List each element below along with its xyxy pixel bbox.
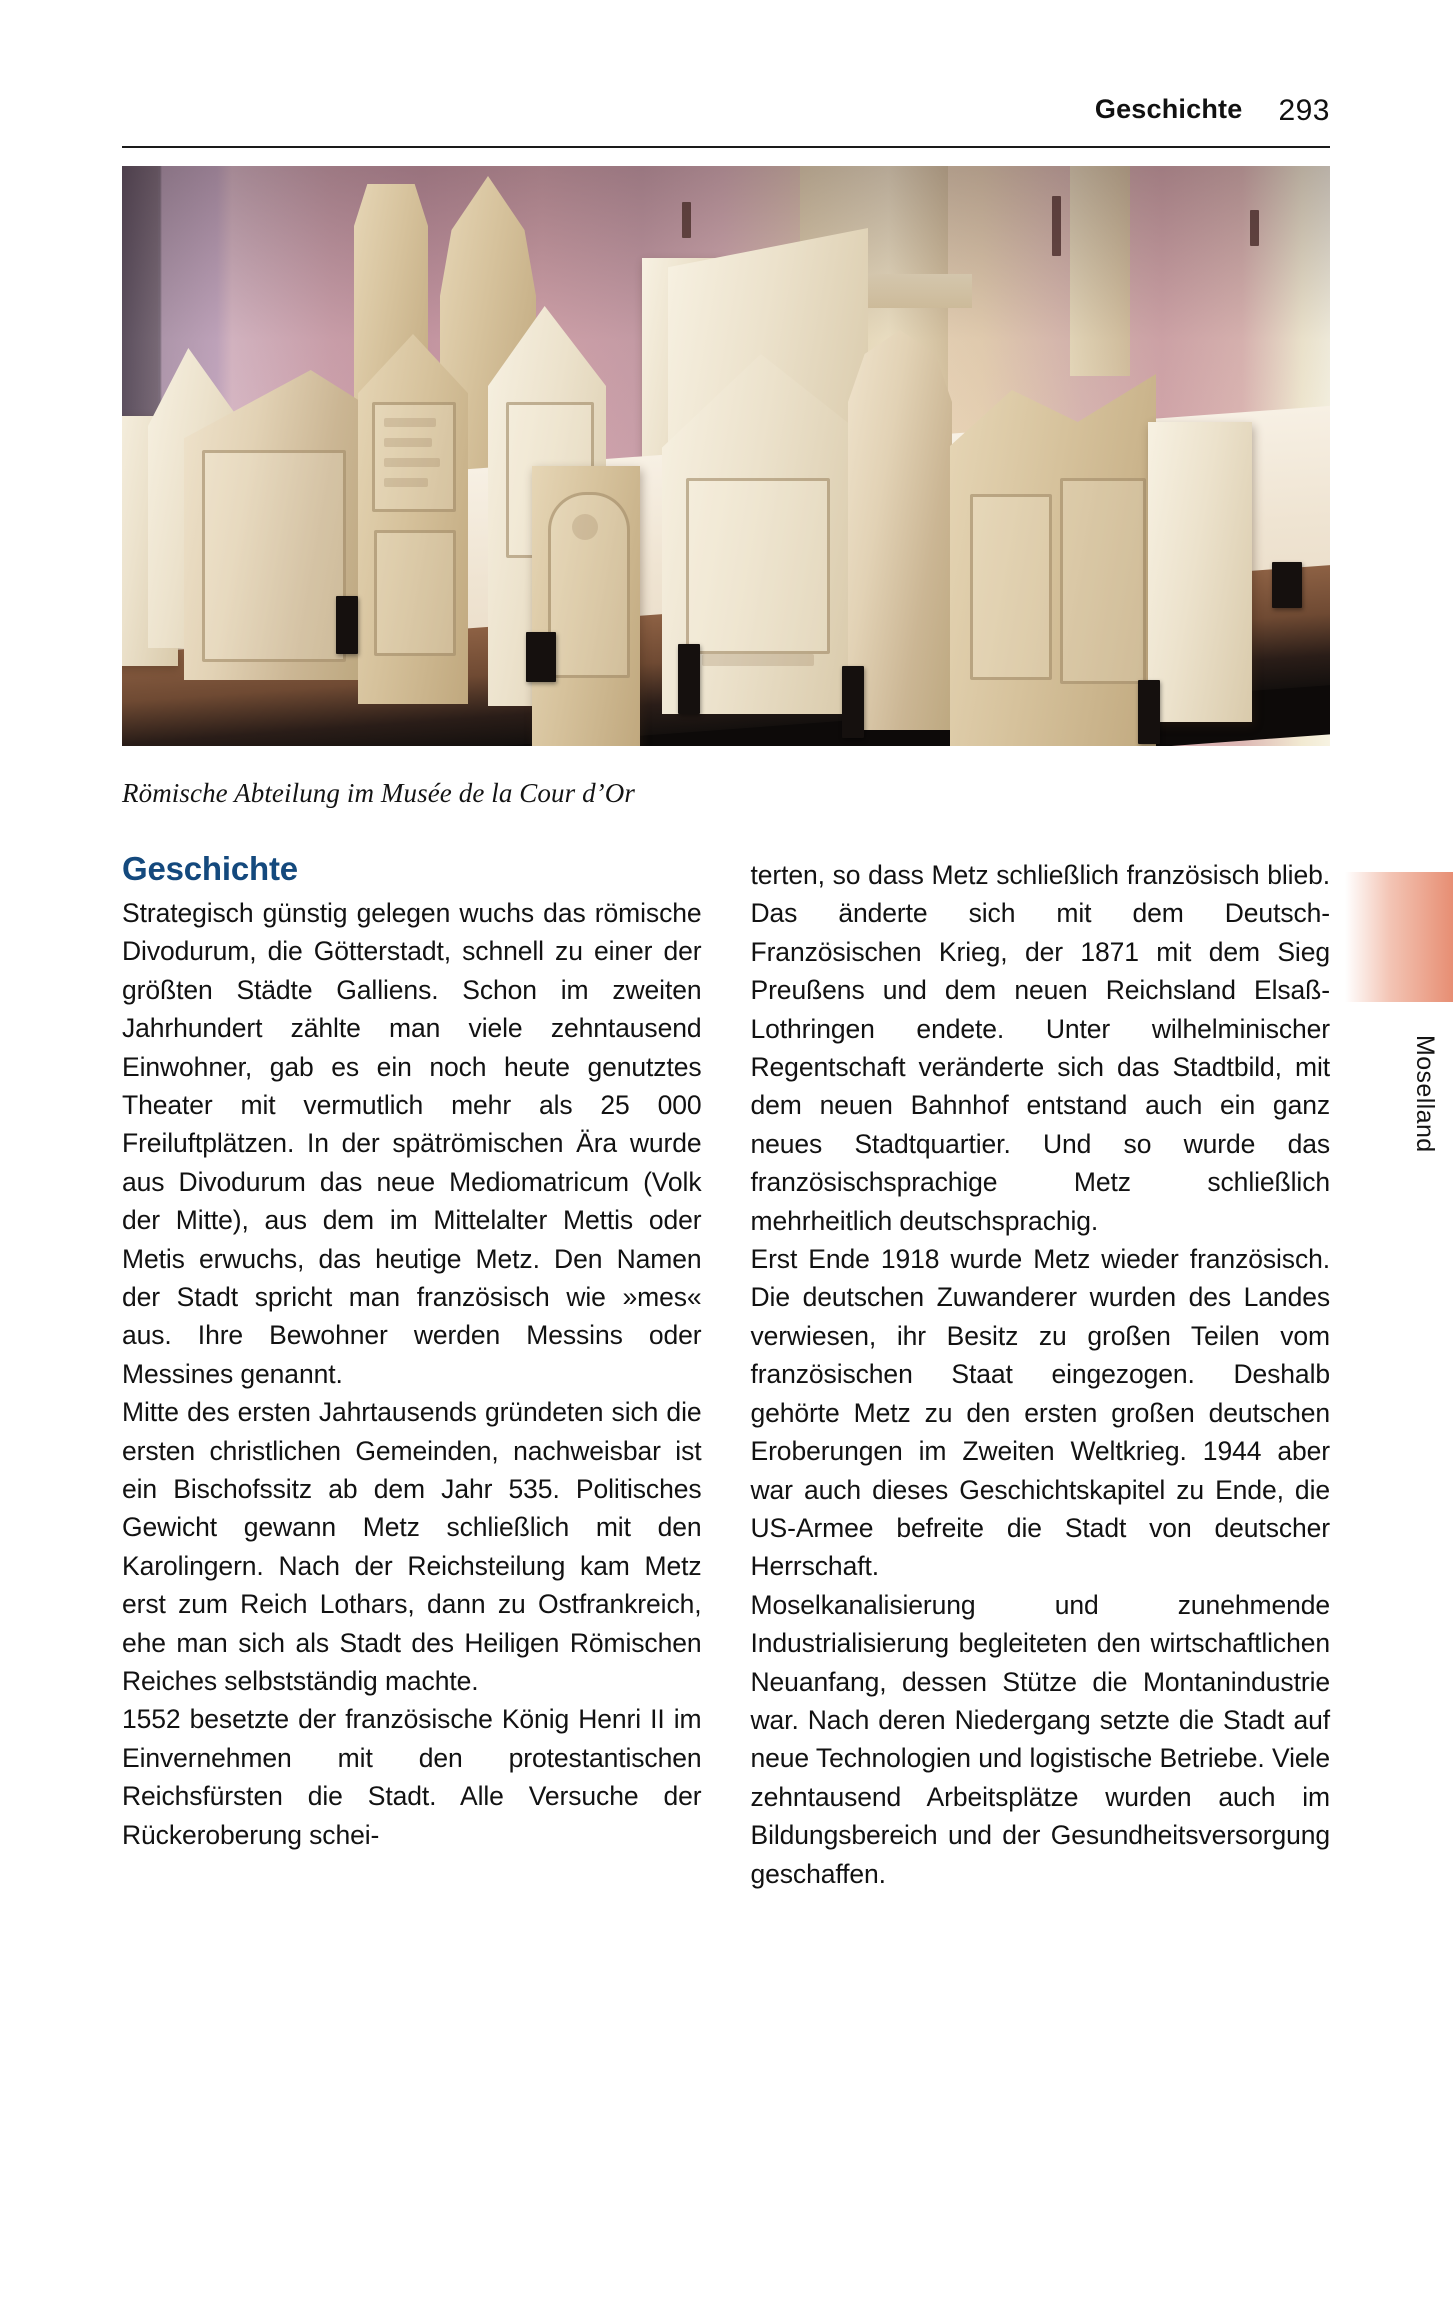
paragraph-right-2: Erst Ende 1918 wurde Metz wieder französisch. Die deutschen Zuwanderer wurden des Landes verwiesen, ihr Besitz zu großen Teilen vom französischen Staat eingezogen. Deshalb gehörte Metz zu den ersten großen deutschen Eroberungen im Zweiten Weltkrieg. 1944 aber war auch dieses Geschichtskapitel zu Ende, die US-Armee befreite die Stadt von deutscher Herrschaft. [750, 1244, 1330, 1582]
stele-4-inscription-line-1 [384, 418, 436, 427]
stele-7-relief-panel [686, 478, 830, 654]
stele-3-relief-panel [202, 450, 346, 662]
article-body [122, 850, 1330, 1893]
stele-10 [1148, 422, 1252, 722]
roman-steles-museum-photo [122, 166, 1330, 746]
column-right [751, 850, 1331, 1893]
label-stand-4 [842, 666, 864, 738]
chapter-thumb-label: Moselland [1411, 1035, 1439, 1153]
stele-4 [358, 334, 468, 704]
stele-4-figure-niche [374, 530, 456, 656]
photo-caption: Römische Abteilung im Musée de la Cour d’Or [122, 778, 635, 808]
page-header [122, 96, 1330, 148]
paragraph-right-3: Moselkanalisierung und zunehmende Industrialisierung begleiteten den wirtschaftlichen Neuanfang, dessen Stütze die Montanindustrie war. Nach deren Niedergang setzte die Stadt auf neue Technologien und logistische Betriebe. Viele zehntausend Arbeitsplätze wurden auch im Bildungsbereich und der Gesundheitsversorgung geschaffen. [750, 1589, 1330, 1889]
stele-4-inscription-line-2 [384, 438, 432, 447]
stele-4-inscription-line-4 [384, 478, 428, 487]
stele-6-rosette [572, 514, 598, 540]
label-stand-3 [678, 644, 700, 714]
label-stand-2 [526, 632, 556, 682]
paragraph-left-2: Mitte des ersten Jahrtausends gründeten sich die ersten christlichen Gemeinden, nachweisbar ist ein Bischofssitz ab dem Jahr 535. Politisches Gewicht gewann Metz schließlich mit den Karolingern. Nach der Reichsteilung kam Metz erst zum Reich Lothars, dann zu Ostfrankreich, ehe man sich als Stadt des Heiligen Römischen Reiches selbstständig machte. [122, 1397, 702, 1697]
stele-9-relief-panel-right [1060, 478, 1146, 684]
section-heading: Geschichte [122, 850, 298, 887]
header-chapter-title: Geschichte [1094, 94, 1243, 124]
stele-7-base-moulding [702, 654, 814, 666]
stele-6 [532, 466, 640, 746]
paragraph-left-1: Strategisch günstig gelegen wuchs das römische Divodurum, die Götterstadt, schnell zu einer der größten Städte Galliens. Schon im zweiten Jahrhundert zählte man viele zehntausend Einwohner, gab es ein noch heute genutztes Theater mit vermutlich mehr als 25 000 Freiluftplätzen. In der spätrömischen Ära wurde aus Divodurum das neue Mediomatricum (Volk der Mitte), aus dem im Mittelalter Mettis oder Metis erwuchs, das heutige Metz. Den Namen der Stadt spricht man französisch wie »mes« aus. Ihre Bewohner werden Messins oder Messines genannt. [122, 897, 702, 1389]
label-stand-6 [1272, 562, 1302, 608]
label-stand-5 [1138, 680, 1160, 744]
label-stand-1 [336, 596, 358, 654]
paragraph-right-1: terten, so dass Metz schließlich französisch blieb. Das änderte sich mit dem Deutsch-Französischen Krieg, der 1871 mit dem Sieg Preußens und dem neuen Reichsland Elsaß-Lothringen endete. Unter wilhelminischer Regentschaft veränderte sich das Stadtbild, mit dem neuen Bahnhof entstand auch ein ganz neues Stadtquartier. Und so wurde das französischsprachige Metz schließlich mehrheitlich deutschsprachig. [750, 860, 1330, 1236]
page-number: 293 [1278, 94, 1330, 127]
chapter-thumb-tab [1345, 872, 1453, 1002]
stele-9 [950, 374, 1156, 746]
paragraph-left-3: 1552 besetzte der französische König Henri II im Einvernehmen mit den protestantischen Reichsfürsten die Stadt. Alle Versuche der Rückeroberung schei- [122, 1704, 702, 1850]
stele-9-relief-panel-left [970, 494, 1052, 680]
stele-4-inscription-line-3 [384, 458, 440, 467]
column-left [122, 850, 702, 1893]
photo-scene [122, 166, 1330, 746]
